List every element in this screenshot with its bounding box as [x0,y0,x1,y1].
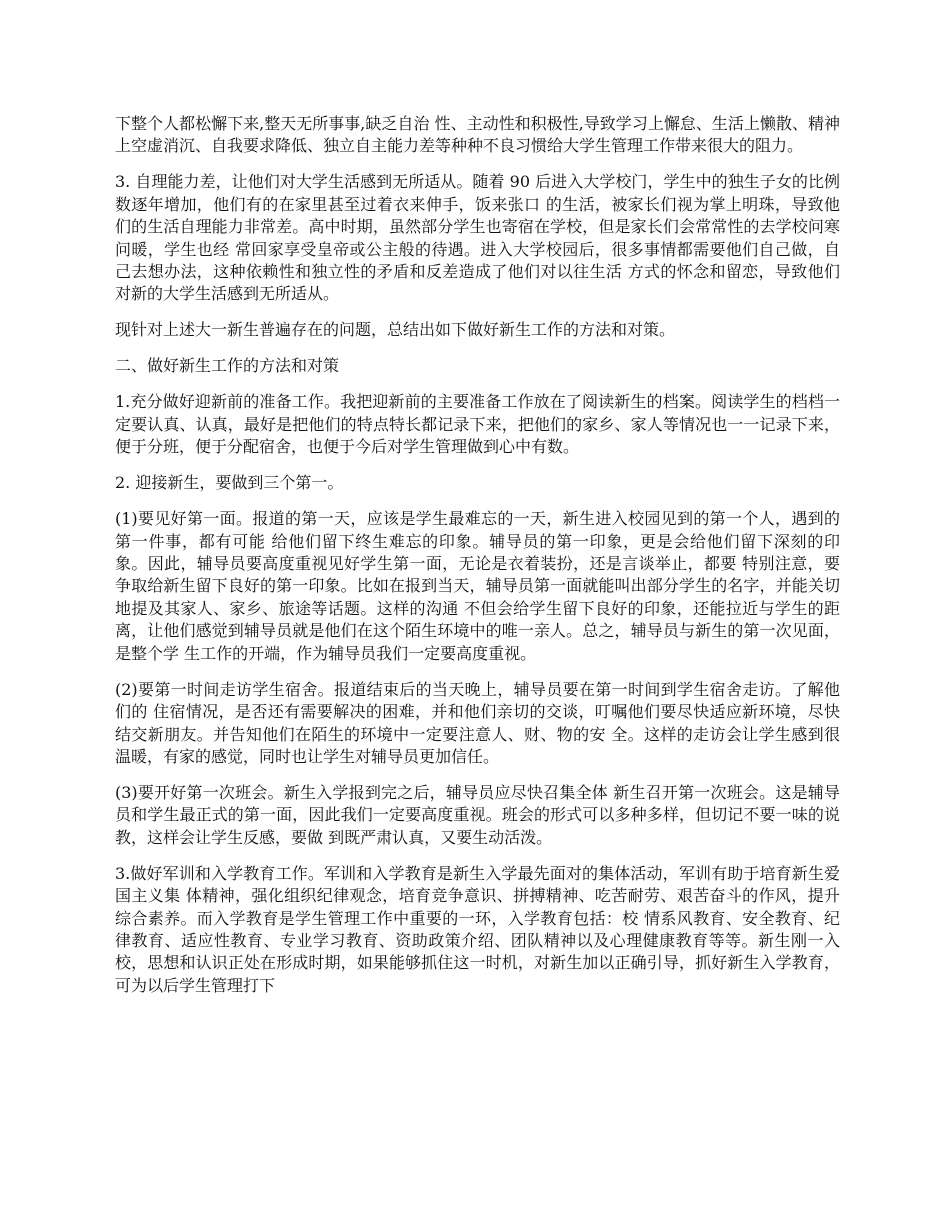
paragraph-sub-1-first-meeting: (1)要见好第一面。报道的第一天，应该是学生最难忘的一天，新生进入校园见到的第一个人，遇到的第一件事，都有可能 给他们留下终生难忘的印象。辅导员的第一印象，更是会给他们留下深刻的印象。因此，辅导员要高度重视见好学生第一面，无论是衣着装扮，还是言谈举止，都要 特别注意，要争取给新生留下良好的第一印象。比如在报到当天，辅导员第一面就能叫出部分学生的名字，并能关切地提及其家人、家乡、旅途等话题。这样的沟通 不但会给学生留下良好的印象，还能拉近与学生的距离，让他们感觉到辅导员就是他们在这个陌生环境中的唯一亲人。总之，辅导员与新生的第一次见面，是整个学 生工作的开端，作为辅导员我们一定要高度重视。 [115,509,840,663]
paragraph-sub-2-dorm-visit: (2)要第一时间走访学生宿舍。报道结束后的当天晚上，辅导员要在第一时间到学生宿舍走访。了解他们的 住宿情况，是否还有需要解决的困难，并和他们亲切的交谈，叮嘱他们要尽快适应新环境，尽快结交新朋友。并告知他们在陌生的环境中一定要注意人、财、物的安 全。这样的走访会让学生感到很温暖，有家的感觉，同时也让学生对辅导员更加信任。 [115,679,840,766]
paragraph-point-1-preparation: 1.充分做好迎新前的准备工作。我把迎新前的主要准备工作放在了阅读新生的档案。阅读学生的档档一定要认真、认真，最好是把他们的特点特长都记录下来，把他们的家乡、家人等情况也一一记录下来，便于分班，便于分配宿舍，也便于今后对学生管理做到心中有数。 [115,392,840,457]
paragraph-point-2-welcome: 2. 迎接新生，要做到三个第一。 [115,473,344,493]
paragraph-point-3-military-training: 3.做好军训和入学教育工作。军训和入学教育是新生入学最先面对的集体活动，军训有助于培育新生爱国主义集 体精神，强化组织纪律观念，培育竞争意识、拼搏精神、吃苦耐劳、艰苦奋斗的作风，提升综合素养。而入学教育是学生管理工作中重要的一环，入学教育包括：校 情系风教育、安全教育、纪律教育、适应性教育、专业学习教育、资助政策介绍、团队精神以及心理健康教育等等。新生刚一入校，思想和认识正处在形成时期，如果能够抓住这一时机，对新生加以正确引导，抓好新生入学教育，可为以后学生管理打下 [115,863,840,995]
section-heading-methods: 二、做好新生工作的方法和对策 [115,356,340,376]
paragraph-point-3-self-care: 3. 自理能力差，让他们对大学生活感到无所适从。随着 90 后进入大学校门，学生中的独生子女的比例数逐年增加，他们有的在家里甚至过着衣来伸手，饭来张口 的生活，被家长们视为掌上明珠，导致他们的生活自理能力非常差。高中时期，虽然部分学生也寄宿在学校，但是家长们会常常性的去学校问寒问暖，学生也经 常回家享受皇帝或公主般的待遇。进入大学校园后，很多事情都需要他们自己做，自己去想办法，这种依赖性和独立性的矛盾和反差造成了他们对以往生活 方式的怀念和留恋，导致他们对新的大学生活感到无所适从。 [115,172,840,304]
paragraph-summary-intro: 现针对上述大一新生普遍存在的问题，总结出如下做好新生工作的方法和对策。 [115,320,676,340]
paragraph-sub-3-class-meeting: (3)要开好第一次班会。新生入学报到完之后，辅导员应尽快召集全体 新生召开第一次班会。这是辅导员和学生最正式的第一面，因此我们一定要高度重视。班会的形式可以多种多样，但切记不要一味的说教，这样会让学生反感，要做 到既严肃认真，又要生动活泼。 [115,782,840,847]
paragraph-continuation: 下整个人都松懈下来,整天无所事事,缺乏自治 性、主动性和积极性,导致学习上懈怠、生活上懒散、精神上空虚消沉、自我要求降低、独立自主能力差等种种不良习惯给大学生管理工作带来很大的阻力。 [115,114,840,156]
document-page [115,113,840,1011]
